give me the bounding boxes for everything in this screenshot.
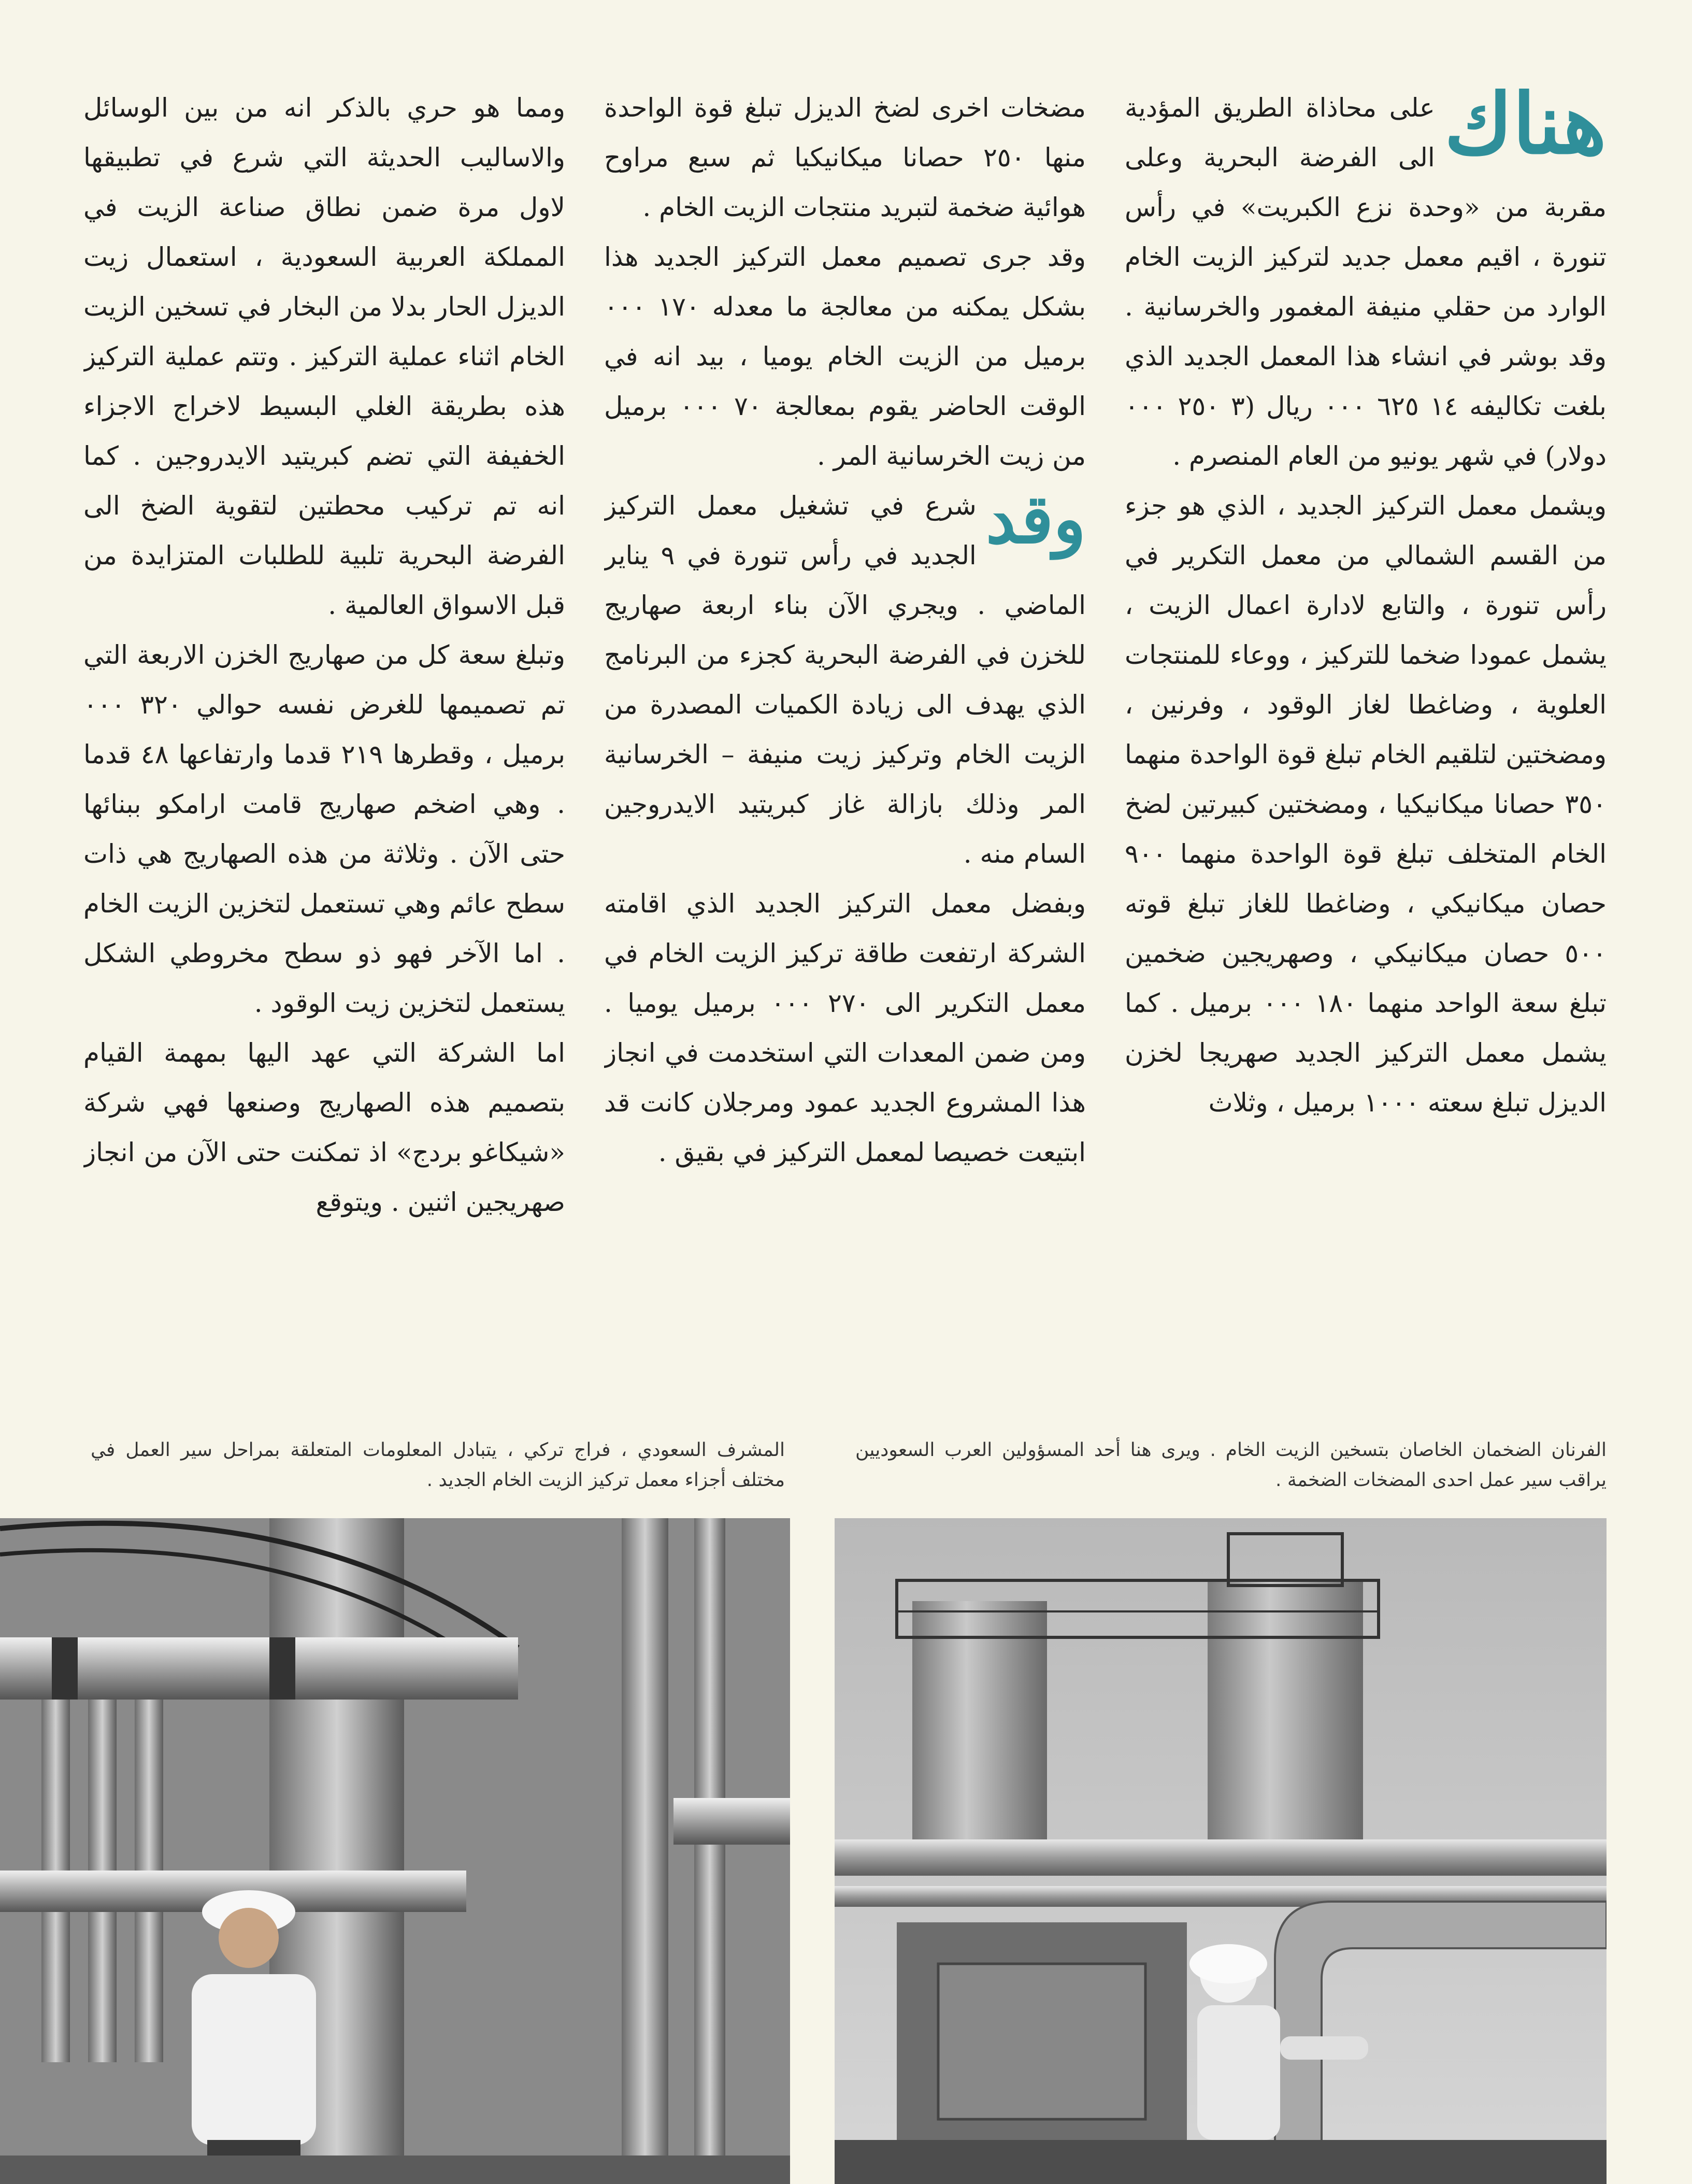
paragraph: على محاذاة الطريق المؤدية الى الفرضة البحرية وعلى مقربة من «وحدة نزع الكبريت» في رأس تنورة ، اقيم معمل جديد لتركيز الزيت الخام الوارد من حقلي منيفة المغمور والخرسانية . وقد بوشر في انشاء هذا المعمل الجديد الذي بلغت تكاليفه ١٤ ٦٢٥ ٠٠٠ ريال (٣ ٢٥٠ ٠٠٠ دولار) في شهر يونيو من العام المنصرم . bbox=[1125, 93, 1607, 471]
refinery-heaters-illustration bbox=[835, 1518, 1607, 2184]
article-column-3 bbox=[83, 83, 565, 1347]
paragraph: ويشمل معمل التركيز الجديد ، الذي هو جزء من القسم الشمالي من معمل التكرير في رأس تنورة ، والتابع لادارة اعمال الزيت ، يشمل عمودا ضخما للتركيز ، ووعاء للمنتجات العلوية ، وضاغطا لغاز الوقود ، وفرنين ، ومضختين لتلقيم الخام تبلغ قوة الواحدة منهما ٣٥٠ حصانا ميكانيكيا ، ومضختين كبيرتين لضخ الخام المتخلف تبلغ قوة الواحدة منهما ٩٠٠ حصان ميكانيكي ، وضاغطا للغاز تبلغ قوته ٥٠٠ حصان ميكانيكي ، وصهريجين ضخمين تبلغ سعة الواحد منهما ١٨٠ ٠٠٠ برميل . كما يشمل معمل التركيز الجديد صهريجا لخزن الديزل تبلغ سعته ١٠٠٠ برميل ، وثلاث bbox=[1125, 491, 1607, 1118]
article-body bbox=[83, 83, 1607, 1347]
photo-caption-left: المشرف السعودي ، فراج تركي ، يتبادل المعلومات المتعلقة بمراحل سير العمل في مختلف أجزاء معمل تركيز الزيت الخام الجديد . bbox=[91, 1439, 785, 1491]
paragraph: شرع في تشغيل معمل التركيز الجديد في رأس تنورة في ٩ يناير الماضي . ويجري الآن بناء اربعة صهاريج للخزن في الفرضة البحرية كجزء من البرنامج الذي يهدف الى زيادة الكميات المصدرة من الزيت الخام وتركيز زيت منيفة – الخرسانية المر وذلك بازالة غاز كبريتيد الايدروجين السام منه . bbox=[604, 491, 1086, 869]
refinery-pipes-illustration bbox=[0, 1518, 790, 2184]
paragraph: مضخات اخرى لضخ الديزل تبلغ قوة الواحدة منها ٢٥٠ حصانا ميكانيكيا ثم سبع مراوح هوائية ضخمة لتبريد منتجات الزيت الخام . bbox=[604, 93, 1086, 222]
paragraph: وقد جرى تصميم معمل التركيز الجديد هذا بشكل يمكنه من معالجة ما معدله ١٧٠ ٠٠٠ برميل من الزيت الخام يوميا ، بيد انه في الوقت الحاضر يقوم بمعالجة ٧٠ ٠٠٠ برميل من زيت الخرسانية المر . bbox=[604, 242, 1086, 471]
article-column-2 bbox=[604, 83, 1086, 1347]
article-column-1 bbox=[1125, 83, 1607, 1347]
photo-heaters-pump bbox=[835, 1518, 1607, 2184]
photo-supervisor bbox=[0, 1518, 790, 2184]
dropcap-hunak: هناك bbox=[1444, 83, 1607, 173]
paragraph: ومما هو حري بالذكر انه من بين الوسائل والاساليب الحديثة التي شرع في تطبيقها لاول مرة ضمن نطاق صناعة الزيت في المملكة العربية السعودية ، استعمال زيت الديزل الحار بدلا من البخار في تسخين الزيت الخام اثناء عملية التركيز . وتتم عملية التركيز هذه بطريقة الغلي البسيط لاخراج الاجزاء الخفيفة التي تضم كبريتيد الايدروجين . كما انه تم تركيب محطتين لتقوية الضخ الى الفرضة البحرية تلبية للطلبات المتزايدة من قبل الاسواق العالمية . bbox=[83, 93, 565, 620]
photo-caption-right: الفرنان الضخمان الخاصان بتسخين الزيت الخام . ويرى هنا أحد المسؤولين العرب السعوديين يراقب سير عمل احدى المضخات الضخمة . bbox=[855, 1439, 1607, 1491]
paragraph: اما الشركة التي عهد اليها بمهمة القيام بتصميم هذه الصهاريج وصنعها فهي شركة «شيكاغو بردج» اذ تمكنت حتى الآن من انجاز صهريجين اثنين . ويتوقع bbox=[83, 1038, 565, 1217]
paragraph: وبفضل معمل التركيز الجديد الذي اقامته الشركة ارتفعت طاقة تركيز الزيت الخام في معمل التكرير الى ٢٧٠ ٠٠٠ برميل يوميا . ومن ضمن المعدات التي استخدمت في انجاز هذا المشروع الجديد عمود ومرجلان كانت قد ابتيعت خصيصا لمعمل التركيز في بقيق . bbox=[604, 889, 1086, 1167]
dropcap-waqad: وقد bbox=[985, 479, 1086, 559]
paragraph: وتبلغ سعة كل من صهاريج الخزن الاربعة التي تم تصميمها للغرض نفسه حوالي ٣٢٠ ٠٠٠ برميل ، وقطرها ٢١٩ قدما وارتفاعها ٤٨ قدما . وهي اضخم صهاريج قامت ارامكو ببنائها حتى الآن . وثلاثة من هذه الصهاريج هي ذات سطح عائم وهي تستعمل لتخزين الزيت الخام . اما الآخر فهو ذو سطح مخروطي الشكل يستعمل لتخزين زيت الوقود . bbox=[83, 640, 565, 1018]
